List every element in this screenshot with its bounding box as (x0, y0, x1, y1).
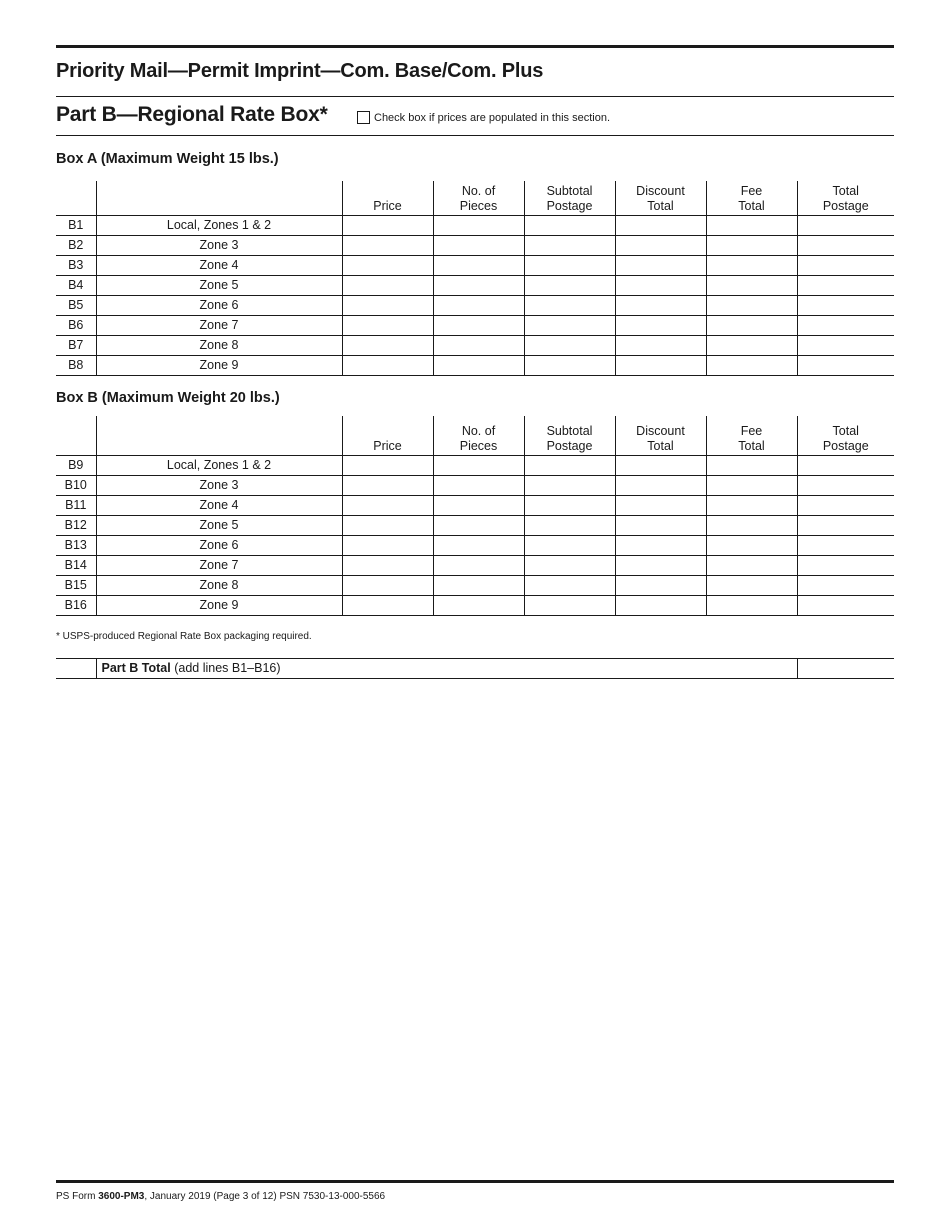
fee-field[interactable] (706, 355, 797, 375)
box-b-heading: Box B (Maximum Weight 20 lbs.) (56, 390, 280, 406)
line-number: B14 (56, 555, 96, 575)
pieces-field[interactable] (433, 495, 524, 515)
discount-field[interactable] (615, 235, 706, 255)
zone-label: Zone 6 (96, 535, 342, 555)
total-postage-field[interactable] (797, 295, 894, 315)
total-postage-header: Total Postage (797, 416, 894, 455)
part-b-total-label: Part B Total (add lines B1–B16) (96, 659, 797, 679)
pieces-field[interactable] (433, 315, 524, 335)
price-field[interactable] (342, 455, 433, 475)
total-postage-field[interactable] (797, 555, 894, 575)
pieces-field[interactable] (433, 235, 524, 255)
fee-field[interactable] (706, 255, 797, 275)
discount-header: Discount Total (615, 416, 706, 455)
price-field[interactable] (342, 495, 433, 515)
discount-field[interactable] (615, 555, 706, 575)
discount-field[interactable] (615, 215, 706, 235)
subtotal-field[interactable] (524, 595, 615, 615)
line-number: B10 (56, 475, 96, 495)
total-postage-header: Total Postage (797, 181, 894, 215)
line-header (56, 416, 96, 455)
subtotal-field[interactable] (524, 355, 615, 375)
price-field[interactable] (342, 315, 433, 335)
line-number: B5 (56, 295, 96, 315)
price-header: Price (342, 416, 433, 455)
table-row (56, 475, 894, 495)
line-number: B7 (56, 335, 96, 355)
discount-field[interactable] (615, 595, 706, 615)
pieces-field[interactable] (433, 535, 524, 555)
discount-field[interactable] (615, 535, 706, 555)
price-field[interactable] (342, 355, 433, 375)
fee-field[interactable] (706, 595, 797, 615)
discount-field[interactable] (615, 355, 706, 375)
total-line-cell (56, 659, 96, 679)
total-postage-field[interactable] (797, 475, 894, 495)
total-postage-field[interactable] (797, 595, 894, 615)
subtotal-header: Subtotal Postage (524, 181, 615, 215)
line-number: B6 (56, 315, 96, 335)
table-row (56, 515, 894, 535)
discount-field[interactable] (615, 475, 706, 495)
zone-label: Local, Zones 1 & 2 (96, 455, 342, 475)
pieces-header: No. of Pieces (433, 416, 524, 455)
discount-field[interactable] (615, 255, 706, 275)
total-postage-field[interactable] (797, 255, 894, 275)
zone-label: Zone 4 (96, 255, 342, 275)
fee-header: Fee Total (706, 416, 797, 455)
zone-header (96, 181, 342, 215)
zone-label: Zone 8 (96, 335, 342, 355)
box-a-table (56, 181, 894, 376)
total-postage-field[interactable] (797, 335, 894, 355)
line-number: B12 (56, 515, 96, 535)
subtotal-field[interactable] (524, 535, 615, 555)
fee-field[interactable] (706, 295, 797, 315)
fee-field[interactable] (706, 495, 797, 515)
part-b-total-row (56, 658, 894, 679)
subtotal-field[interactable] (524, 555, 615, 575)
price-field[interactable] (342, 295, 433, 315)
total-postage-field[interactable] (797, 355, 894, 375)
zone-label: Zone 8 (96, 575, 342, 595)
pieces-header: No. of Pieces (433, 181, 524, 215)
price-field[interactable] (342, 575, 433, 595)
fee-field[interactable] (706, 215, 797, 235)
zone-label: Zone 9 (96, 355, 342, 375)
table-row (56, 215, 894, 235)
zone-label: Zone 6 (96, 295, 342, 315)
line-number: B2 (56, 235, 96, 255)
form-footer: PS Form 3600-PM3, January 2019 (Page 3 of 12) PSN 7530-13-000-5566 (56, 1191, 386, 1202)
zone-label: Zone 5 (96, 515, 342, 535)
prices-populated-checkbox[interactable] (357, 111, 370, 124)
discount-field[interactable] (615, 515, 706, 535)
pieces-field[interactable] (433, 355, 524, 375)
fee-field[interactable] (706, 575, 797, 595)
zone-label: Zone 7 (96, 555, 342, 575)
discount-field[interactable] (615, 335, 706, 355)
box-a-heading: Box A (Maximum Weight 15 lbs.) (56, 151, 279, 167)
discount-field[interactable] (615, 495, 706, 515)
part-b-total-field[interactable] (797, 659, 894, 679)
pieces-field[interactable] (433, 255, 524, 275)
subtotal-field[interactable] (524, 315, 615, 335)
line-number: B16 (56, 595, 96, 615)
price-field[interactable] (342, 515, 433, 535)
pieces-field[interactable] (433, 295, 524, 315)
price-field[interactable] (342, 335, 433, 355)
subtotal-header: Subtotal Postage (524, 416, 615, 455)
footnote: * USPS-produced Regional Rate Box packaging required. (56, 631, 312, 642)
line-number: B3 (56, 255, 96, 275)
fee-field[interactable] (706, 335, 797, 355)
section-divider (56, 135, 894, 136)
price-field[interactable] (342, 235, 433, 255)
fee-header: Fee Total (706, 181, 797, 215)
pieces-field[interactable] (433, 455, 524, 475)
price-field[interactable] (342, 215, 433, 235)
pieces-field[interactable] (433, 215, 524, 235)
discount-field[interactable] (615, 455, 706, 475)
table-row (56, 275, 894, 295)
total-postage-field[interactable] (797, 215, 894, 235)
line-number: B13 (56, 535, 96, 555)
pieces-field[interactable] (433, 515, 524, 535)
subtotal-field[interactable] (524, 455, 615, 475)
fee-field[interactable] (706, 455, 797, 475)
subtotal-field[interactable] (524, 255, 615, 275)
subtotal-field[interactable] (524, 575, 615, 595)
form-title: Priority Mail—Permit Imprint—Com. Base/Com. Plus (56, 60, 544, 82)
fee-field[interactable] (706, 315, 797, 335)
subtotal-field[interactable] (524, 515, 615, 535)
subtotal-field[interactable] (524, 475, 615, 495)
price-field[interactable] (342, 595, 433, 615)
price-field[interactable] (342, 275, 433, 295)
discount-header: Discount Total (615, 181, 706, 215)
line-number: B8 (56, 355, 96, 375)
subtotal-field[interactable] (524, 495, 615, 515)
total-postage-field[interactable] (797, 235, 894, 255)
pieces-field[interactable] (433, 335, 524, 355)
price-field[interactable] (342, 475, 433, 495)
subtotal-field[interactable] (524, 275, 615, 295)
table-row (56, 555, 894, 575)
total-postage-field[interactable] (797, 315, 894, 335)
price-field[interactable] (342, 555, 433, 575)
discount-field[interactable] (615, 295, 706, 315)
line-number: B1 (56, 215, 96, 235)
zone-label: Local, Zones 1 & 2 (96, 215, 342, 235)
fee-field[interactable] (706, 235, 797, 255)
zone-label: Zone 9 (96, 595, 342, 615)
total-postage-field[interactable] (797, 535, 894, 555)
fee-field[interactable] (706, 475, 797, 495)
subtotal-field[interactable] (524, 215, 615, 235)
table-row (56, 255, 894, 275)
prices-populated-label: Check box if prices are populated in this section. (374, 111, 611, 124)
table-row (56, 355, 894, 375)
total-postage-field[interactable] (797, 275, 894, 295)
pieces-field[interactable] (433, 475, 524, 495)
price-header: Price (342, 181, 433, 215)
box-b-table (56, 416, 894, 616)
bottom-rule (56, 1180, 894, 1183)
fee-field[interactable] (706, 275, 797, 295)
zone-label: Zone 7 (96, 315, 342, 335)
table-row (56, 575, 894, 595)
table-row (56, 295, 894, 315)
form-page (56, 0, 894, 1230)
fee-field[interactable] (706, 535, 797, 555)
top-rule (56, 45, 894, 48)
line-number: B9 (56, 455, 96, 475)
pieces-field[interactable] (433, 275, 524, 295)
prices-populated-option (357, 111, 610, 124)
zone-header (96, 416, 342, 455)
discount-field[interactable] (615, 275, 706, 295)
fee-field[interactable] (706, 515, 797, 535)
title-divider (56, 96, 894, 97)
zone-label: Zone 4 (96, 495, 342, 515)
line-number: B11 (56, 495, 96, 515)
discount-field[interactable] (615, 315, 706, 335)
pieces-field[interactable] (433, 595, 524, 615)
subtotal-field[interactable] (524, 295, 615, 315)
table-row (56, 535, 894, 555)
pieces-field[interactable] (433, 575, 524, 595)
zone-label: Zone 5 (96, 275, 342, 295)
total-postage-field[interactable] (797, 495, 894, 515)
line-header (56, 181, 96, 215)
line-number: B4 (56, 275, 96, 295)
price-field[interactable] (342, 255, 433, 275)
subtotal-field[interactable] (524, 335, 615, 355)
discount-field[interactable] (615, 575, 706, 595)
zone-label: Zone 3 (96, 475, 342, 495)
section-title: Part B—Regional Rate Box* (56, 103, 328, 126)
total-postage-field[interactable] (797, 575, 894, 595)
zone-label: Zone 3 (96, 235, 342, 255)
table-row (56, 495, 894, 515)
total-postage-field[interactable] (797, 515, 894, 535)
subtotal-field[interactable] (524, 235, 615, 255)
table-row (56, 455, 894, 475)
price-field[interactable] (342, 535, 433, 555)
table-row (56, 235, 894, 255)
table-row (56, 595, 894, 615)
line-number: B15 (56, 575, 96, 595)
total-postage-field[interactable] (797, 455, 894, 475)
fee-field[interactable] (706, 555, 797, 575)
table-row (56, 335, 894, 355)
table-row (56, 315, 894, 335)
pieces-field[interactable] (433, 555, 524, 575)
